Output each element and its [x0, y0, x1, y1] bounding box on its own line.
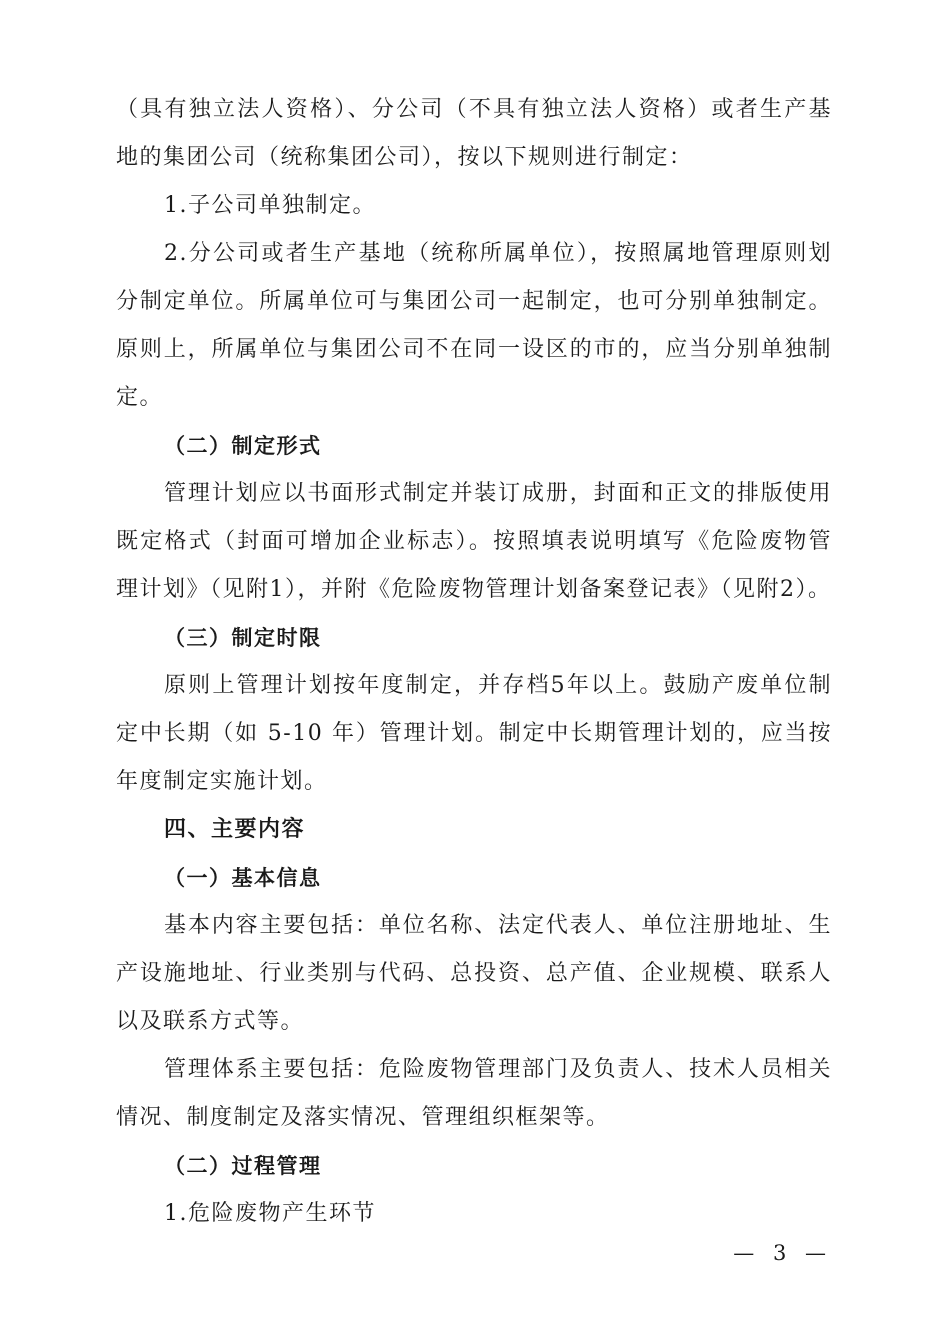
document-body: [116, 86, 832, 1238]
paragraph-management-system: 管理体系主要包括：危险废物管理部门及负责人、技术人员相关情况、制度制定及落实情况、管理组织框架等。: [116, 1057, 832, 1130]
chapter-heading-main-content: 四、主要内容: [164, 817, 306, 842]
paragraph-continuation: （具有独立法人资格）、分公司（不具有独立法人资格）或者生产基地的集团公司（统称集团公司），按以下规则进行制定：: [116, 97, 832, 170]
section-heading-form: （二）制定形式: [164, 434, 322, 458]
section-heading-basic-info: （一）基本信息: [164, 866, 322, 890]
section-heading-process-management: （二）过程管理: [164, 1154, 322, 1178]
paragraph-time-limit: 原则上管理计划按年度制定，并存档5年以上。鼓励产废单位制定中长期（如 5-10 年）管理计划。制定中长期管理计划的，应当按年度制定实施计划。: [116, 673, 832, 794]
paragraph-rule-1: 1.子公司单独制定。: [164, 193, 376, 218]
page-number: — 3 —: [733, 1241, 832, 1265]
paragraph-rule-2: 2.分公司或者生产基地（统称所属单位），按照属地管理原则划分制定单位。所属单位可与集团公司一起制定，也可分别单独制定。原则上，所属单位与集团公司不在同一设区的市的，应当分别单独制定。: [116, 241, 832, 410]
section-heading-time-limit: （三）制定时限: [164, 626, 322, 650]
paragraph-basic-content: 基本内容主要包括：单位名称、法定代表人、单位注册地址、生产设施地址、行业类别与代码、总投资、总产值、企业规模、联系人以及联系方式等。: [116, 913, 832, 1034]
paragraph-form: 管理计划应以书面形式制定并装订成册，封面和正文的排版使用既定格式（封面可增加企业标志）。按照填表说明填写《危险废物管理计划》（见附1），并附《危险废物管理计划备案登记表》（见附2）。: [116, 481, 832, 602]
paragraph-generation-stage: 1.危险废物产生环节: [164, 1201, 376, 1226]
